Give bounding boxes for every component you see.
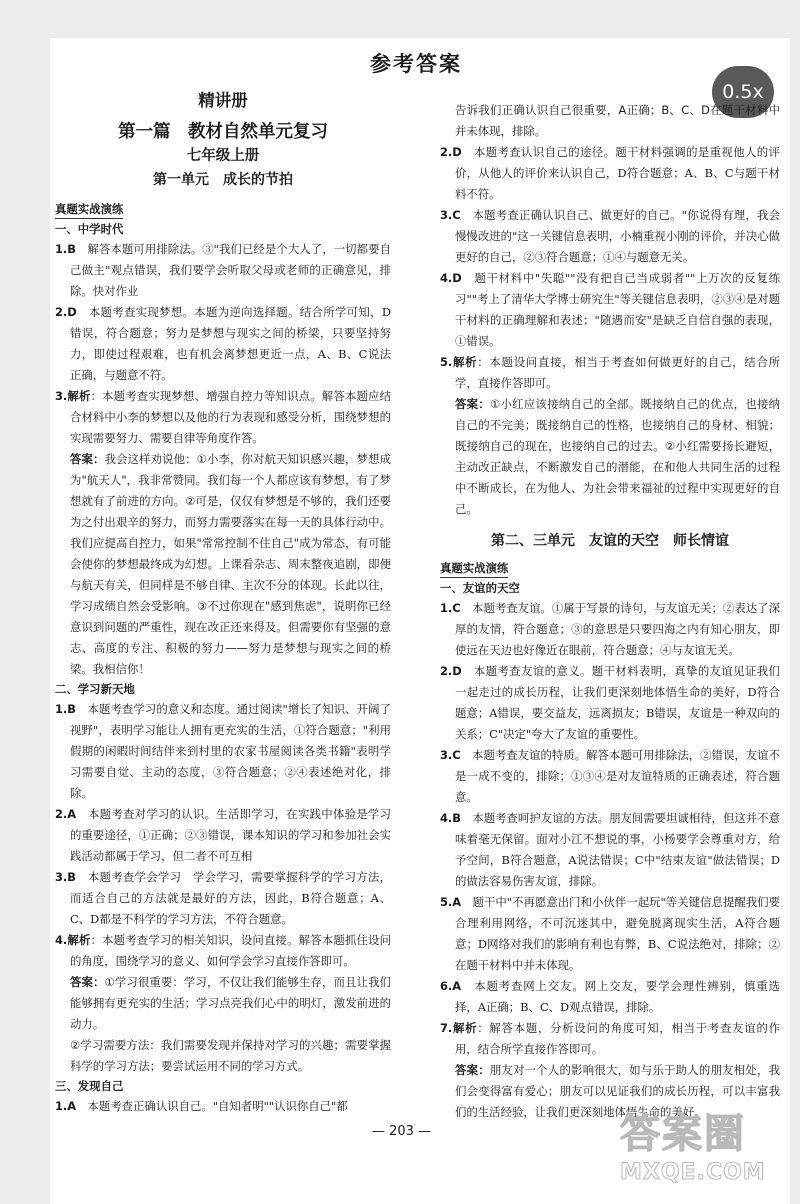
answer-text: ②学习需要方法：我们需要发现并保持对学习的兴趣；需要掌握科学的学习方法；要尝试运用不同的学习方式。 xyxy=(70,1038,391,1073)
subsection-title: 三、发现自己 xyxy=(55,1079,124,1093)
zoom-level-button[interactable]: 0.5x xyxy=(712,66,774,118)
answer-item: 1.A 本题考查正确认识自己。"自知者明""认识你自己"都 xyxy=(55,1099,348,1113)
answer-item: 3.C 本题考查正确认识自己、做更好的自己。"你说得有理，我会慢慢改进的"这一关键信息表明，小楠重视小刚的评价，并决心做更好的自己，②③符合题意；①④与题意无关。 xyxy=(440,208,780,264)
answer-item: 2.D 本题考查实现梦想。本题为逆向选择题。结合所学可知，D错误，符合题意；努力是梦想与现实之间的桥梁，只要坚持努力，即使过程艰难，也有机会离梦想更近一点，A、B、C说法正确，与题意不符。 xyxy=(55,305,391,382)
volume-title: 精讲册 xyxy=(198,91,248,110)
section-label: 真题实战演练 xyxy=(55,200,123,219)
answer-text: 答案：朋友对一个人的影响很大，如与乐于助人的朋友相处，我们会变得富有爱心；朋友可以见证我们的成长历程，可以丰富我们的生活经验，让我们更深刻地体悟生命的美好。 xyxy=(455,1063,780,1119)
answer-item: 7.解析：解答本题，分析设问的角度可知，相当于考查友谊的作用，结合所学直接作答即可。 xyxy=(440,1021,780,1056)
watermark-en: MXQE.COM xyxy=(620,1160,766,1185)
unit-title: 第一单元 成长的节拍 xyxy=(153,172,293,188)
answer-item: 4.B 本题考查呵护友谊的方法。朋友间需要坦诚相待，但这并不意味着毫无保留。面对小江不想说的事，小杨要学会尊重对方，给予空间，B符合题意，A说法错误；C中"结束友谊"做法错误；D的做法容易伤害友谊，排除。 xyxy=(440,811,780,888)
answer-item: 2.D 本题考查认识自己的途径。题干材料强调的是重视他人的评价，从他人的评价来认识自己，D符合题意；A、B、C与题干材料不符。 xyxy=(440,145,780,201)
answer-item: 4.解析：本题考查学习的相关知识，设问直接。解答本题抓住设问的角度，围绕学习的意义、如何学会学习直接作答即可。 xyxy=(55,933,391,968)
answer-text: 答案：①学习很重要：学习，不仅让我们能够生存，而且让我们能够拥有更充实的生活；学习点亮我们心中的明灯，激发前进的动力。 xyxy=(70,975,391,1031)
answer-item: 3.解析：本题考查实现梦想、增强自控力等知识点。解答本题应结合材料中小李的梦想以及他的行为表现和感受分析，围绕梦想的实现需要努力、需要自律等角度作答。 xyxy=(55,389,391,445)
watermark xyxy=(620,1110,790,1200)
answer-item: 3.B 本题考查学会学习 学会学习，需要掌握科学的学习方法，而适合自己的方法就是最好的方法，因此，B符合题意；A、C、D都是不科学的学习方法，不符合题意。 xyxy=(55,870,391,926)
answer-item: 2.A 本题考查对学习的认识。生活即学习，在实践中体验是学习的重要途径，①正确；②③错误，课本知识的学习和参加社会实践活动都属于学习，但二者不可互相 xyxy=(55,807,391,863)
watermark-cn: 答案圈 xyxy=(620,1111,746,1157)
answer-text: 答案：我会这样劝说他：①小李，你对航天知识感兴趣，梦想成为"航天人"，我非常赞同。我们每一个人都应该有梦想，有了梦想就有了前进的方向。②可是，仅仅有梦想是不够的，我们还要为之付出艰辛的努力，而努力需要落实在每一天的具体行动中。我们应提高自控力，如果"常常控制不住自己"成为常态，有可能会使你的梦想最终成为幻想。上课看杂志、周末整夜追剧，即便与航天有关，但同样是不够自律、主次不分的体现。长此以往，学习成绩自然会受影响。③不过你现在"感到焦虑"，说明你已经意识到问题的严重性，现在改正还来得及。但需要你有坚强的意志、高度的专注、积极的努力——努力是梦想与现实之间的桥梁。我相信你！ xyxy=(70,452,391,676)
unit-title: 第二、三单元 友谊的天空 师长情谊 xyxy=(491,533,729,549)
left-column xyxy=(55,88,391,1117)
answer-item: 6.A 本题考查网上交友。网上交友，要学会理性辨别，慎重选择，A正确；B、C、D观点错误，排除。 xyxy=(440,979,780,1014)
answer-text: 告诉我们正确认识自己很重要，A正确；B、C、D在题干材料中并未体现，排除。 xyxy=(455,103,780,138)
section-label: 真题实战演练 xyxy=(440,559,508,578)
page-number: — 203 — xyxy=(372,1124,432,1139)
grade-title: 七年级上册 xyxy=(186,148,260,164)
answer-item: 3.C 本题考查友谊的特质。解答本题可用排除法，②错误，友谊不是一成不变的，排除；①③④是对友谊特质的正确表述，符合题意。 xyxy=(440,748,780,804)
answer-item: 4.D 题干材料中"失聪""没有把自己当成弱者""上万次的反复练习""考上了清华大学博士研究生"等关键信息表明，②③④是对题干材料的正确理解和表述；"随遇而安"是缺乏自信自强的表现，①错误。 xyxy=(440,271,780,348)
page-title: 参考答案 xyxy=(370,52,462,76)
subsection-title: 一、友谊的天空 xyxy=(440,581,520,595)
right-column xyxy=(440,100,780,1123)
answer-item: 5.解析：本题设问直接，相当于考查如何做更好的自己，结合所学，直接作答即可。 xyxy=(440,355,780,390)
answer-text: 答案：①小红应该接纳自己的全部。既接纳自己的优点，也接纳自己的不完美；既接纳自己的性格，也接纳自己的身材、相貌；既接纳自己的现在，也接纳自己的过去。②小红需要扬长避短，主动改正缺点，不断激发自己的潜能，在和他人共同生活的过程中不断成长，在为他人、为社会带来福祉的过程中实现更好的自己。 xyxy=(455,397,780,516)
part-title: 第一篇 教材自然单元复习 xyxy=(118,122,328,142)
subsection-title: 一、中学时代 xyxy=(55,222,124,236)
answer-item: 1.C 本题考查友谊。①属于写景的诗句，与友谊无关；②表达了深厚的友情，符合题意；③的意思是只要四海之内有知心朋友，即使远在天边也好像近在眼前，符合题意；④与友谊无关。 xyxy=(440,601,780,657)
subsection-title: 二、学习新天地 xyxy=(55,682,135,696)
answer-item: 1.B 解答本题可用排除法。③"我们已经是个大人了，一切都要自己做主"观点错误，我们要学会听取父母或老师的正确意见，排除。快对作业 xyxy=(55,242,391,298)
answer-item: 1.B 本题考查学习的意义和态度。通过阅读"增长了知识、开阔了视野"，表明学习能让人拥有更充实的生活，①符合题意；"利用假期的闲暇时间结伴来到村里的农家书屋阅读各类书籍"表明学习需要自觉、主动的态度，③符合题意；②④表述绝对化，排除。 xyxy=(55,702,391,800)
answer-item: 5.A 题干中"不再愿意出门和小伙伴一起玩"等关键信息提醒我们要合理利用网络，不可沉迷其中，避免脱离现实生活，A符合题意；D网络对我们的影响有利也有弊，B、C说法绝对，排除；②在题干材料中并未体现。 xyxy=(440,895,780,972)
answer-item: 2.D 本题考查友谊的意义。题干材料表明，真挚的友谊见证我们一起走过的成长历程，让我们更深刻地体悟生命的美好，D符合题意；A错误，要交益友，远离损友；B错误，友谊是一种双向的关系；C"决定"夸大了友谊的重要性。 xyxy=(440,664,780,741)
